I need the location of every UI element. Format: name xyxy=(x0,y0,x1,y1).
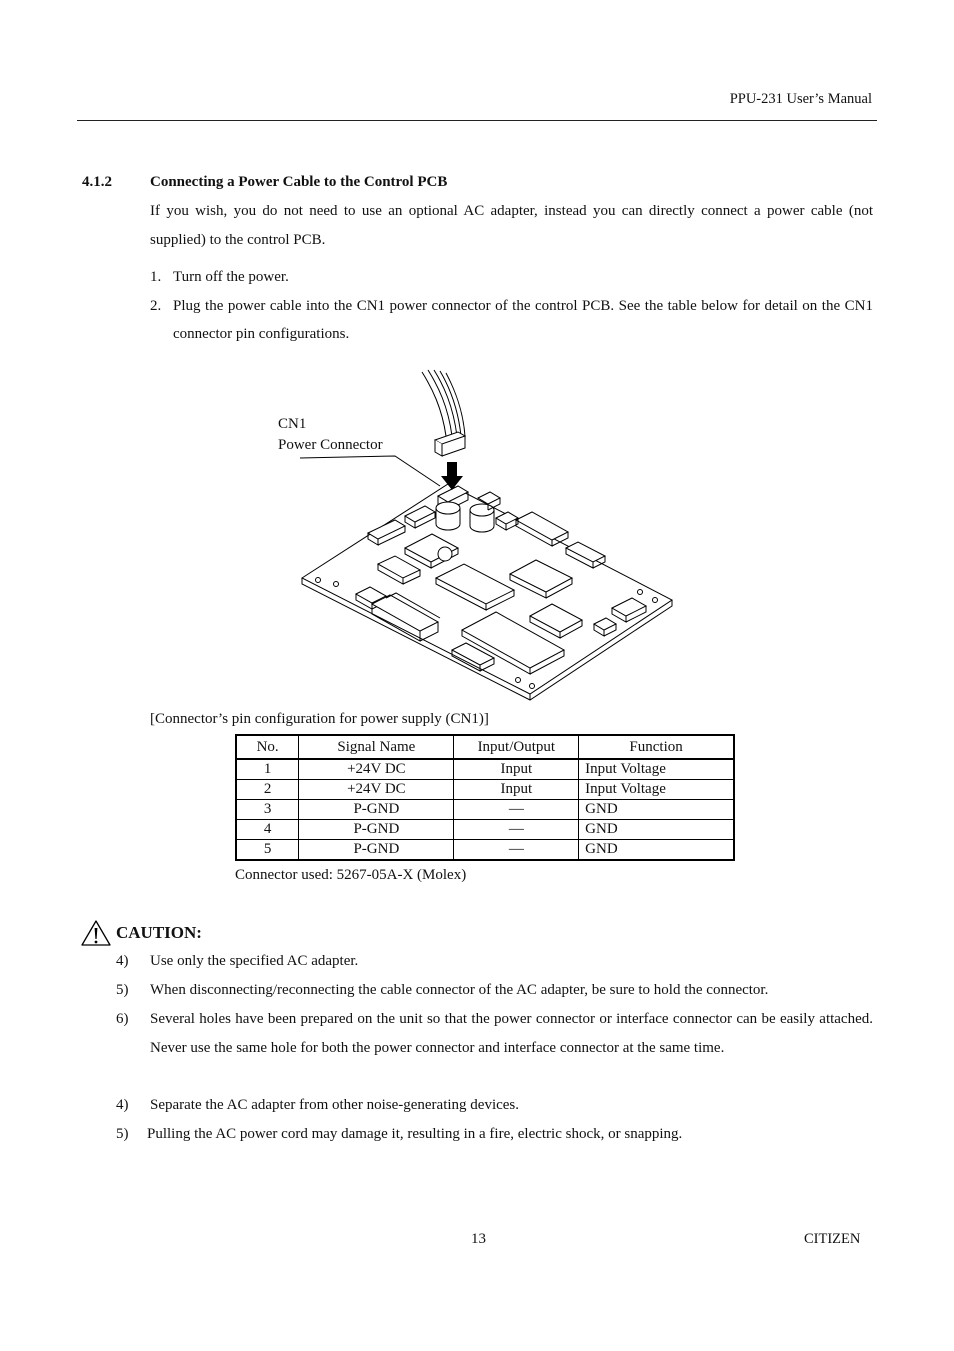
warning-triangle-icon xyxy=(81,920,111,946)
signal-name: P-GND xyxy=(299,840,454,861)
caution-item-number: 4) xyxy=(116,953,129,969)
input-output: — xyxy=(454,840,579,861)
running-header: PPU-231 User’s Manual xyxy=(729,91,872,107)
caution-item-text: Pulling the AC power cord may damage it, resulting in a fire, electric shock, or snapping. xyxy=(147,1126,683,1142)
signal-name: P-GND xyxy=(299,820,454,840)
pin-function: GND xyxy=(579,800,734,820)
signal-name: +24V DC xyxy=(299,780,454,800)
caution-item-number: 4) xyxy=(116,1097,129,1113)
signal-name: P-GND xyxy=(299,800,454,820)
pcb-figure xyxy=(260,368,690,703)
figure-label-power-connector: Power Connector xyxy=(278,437,383,453)
step-text: Turn off the power. xyxy=(173,269,289,285)
figure-label-cn1: CN1 xyxy=(278,416,307,432)
pin-number: 1 xyxy=(236,759,299,780)
caution-item-text: Use only the specified AC adapter. xyxy=(150,953,359,969)
column-header: Signal Name xyxy=(299,735,454,759)
section-title: Connecting a Power Cable to the Control PCB xyxy=(150,174,448,190)
input-output: Input xyxy=(454,759,579,780)
step-text: Plug the power cable into the CN1 power connector of the control PCB. See the table below for detail on the CN1 connector pin configurations. xyxy=(173,298,873,342)
pin-number: 5 xyxy=(236,840,299,861)
column-header: Function xyxy=(579,735,734,759)
input-output: — xyxy=(454,800,579,820)
input-output: — xyxy=(454,820,579,840)
pin-function: GND xyxy=(579,840,734,861)
table-row xyxy=(236,780,734,800)
pin-function: GND xyxy=(579,820,734,840)
table-row xyxy=(236,820,734,840)
table-row xyxy=(236,840,734,861)
caution-item-text: When disconnecting/reconnecting the cable connector of the AC adapter, be sure to hold the connector. xyxy=(150,982,769,998)
pin-configuration-table xyxy=(235,734,735,861)
footer-brand: CITIZEN xyxy=(804,1231,861,1247)
caution-item-number: 6) xyxy=(116,1011,129,1027)
caution-item-number: 5) xyxy=(116,982,129,998)
table-row xyxy=(236,759,734,780)
page-number: 13 xyxy=(471,1231,486,1247)
step-number: 2. xyxy=(150,298,162,314)
pin-function: Input Voltage xyxy=(579,759,734,780)
section-intro: If you wish, you do not need to use an optional AC adapter, instead you can directly connect a power cable (not supplied) to the control PCB. xyxy=(150,203,873,248)
section-number: 4.1.2 xyxy=(82,174,112,190)
table-caption: [Connector’s pin configuration for power supply (CN1)] xyxy=(150,711,489,727)
column-header: No. xyxy=(236,735,299,759)
caution-item-text: Several holes have been prepared on the unit so that the power connector or interface connector can be easily attached. Never use the same hole for both the power connector and interface connector at the same time. xyxy=(150,1011,873,1056)
pin-number: 4 xyxy=(236,820,299,840)
caution-title: CAUTION: xyxy=(116,923,202,942)
connector-note: Connector used: 5267-05A-X (Molex) xyxy=(235,867,467,883)
caution-item-number: 5) xyxy=(116,1126,129,1142)
pin-number: 2 xyxy=(236,780,299,800)
step-number: 1. xyxy=(150,269,162,285)
table-header-row xyxy=(236,735,734,759)
pin-number: 3 xyxy=(236,800,299,820)
table-row xyxy=(236,800,734,820)
signal-name: +24V DC xyxy=(299,759,454,780)
caution-item-text: Separate the AC adapter from other noise-generating devices. xyxy=(150,1097,520,1113)
header-rule xyxy=(77,120,877,121)
input-output: Input xyxy=(454,780,579,800)
pin-function: Input Voltage xyxy=(579,780,734,800)
column-header: Input/Output xyxy=(454,735,579,759)
control-pcb-illustration xyxy=(260,368,690,703)
